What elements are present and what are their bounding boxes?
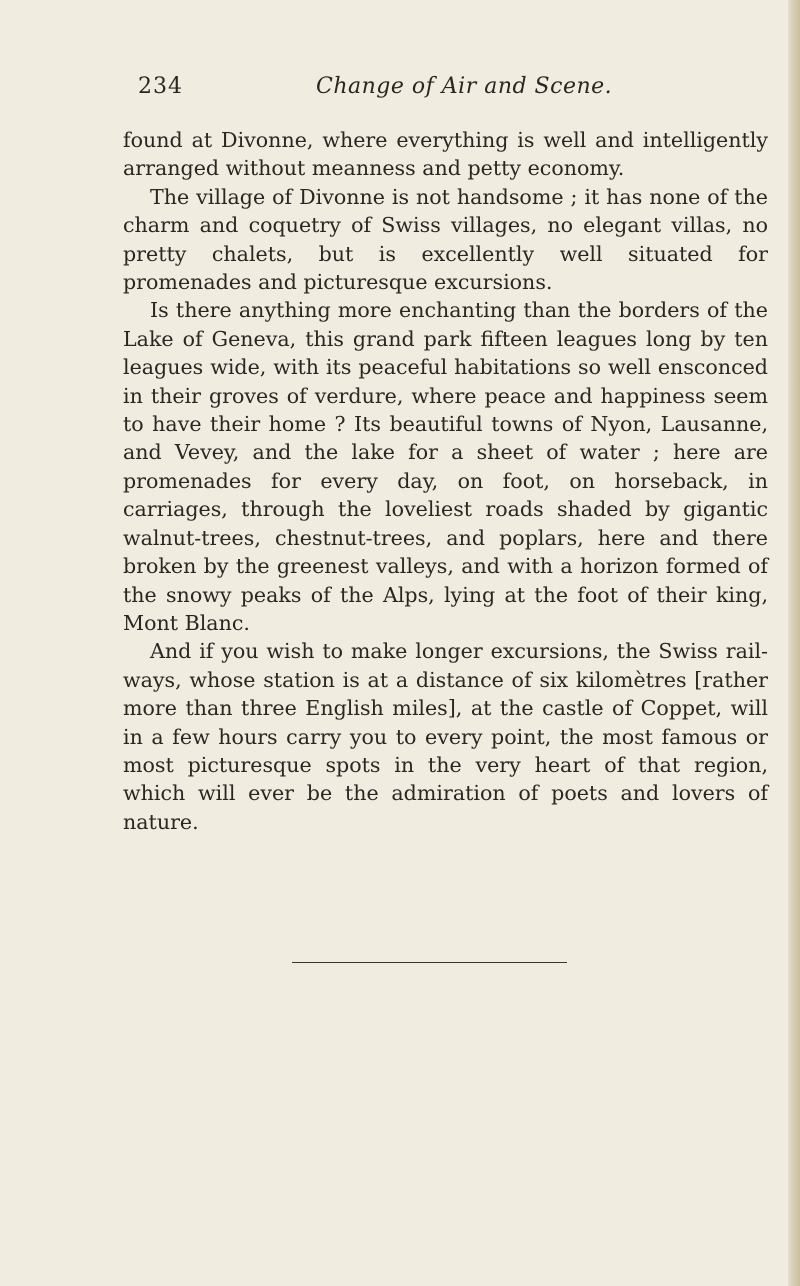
paragraph-excursions: And if you wish to make longer excursions, the Swiss rail-ways, whose station is at a distance of six kilomètres [rather more than three English miles], at the castle of Coppet, will in a few hours carry you to every point, the most famous or most picturesque spots in the very heart of that region, which will ever be the admiration of poets and lovers of nature. [123, 639, 768, 834]
paragraph-lake-geneva: Is there anything more enchanting than the borders of the Lake of Geneva, this grand park fifteen leagues long by ten leagues wide, with its peaceful habitations so well ensconced in their groves of verdure, where peace and happiness seem to have their home ? Its beautiful towns of Nyon, Lausanne, and Vevey, and the lake for a sheet of water ; here are promenades for every day, on foot, on horseback, in carriages, through the loveliest roads shaded by gigantic walnut-trees, chestnut-trees, and poplars, here and there broken by the greenest valleys, and with a horizon formed of the snowy peaks of the Alps, lying at the foot of their king, Mont Blanc. [123, 298, 768, 635]
paragraph-continuation: found at Divonne, where everything is well and intelligently arranged without meanness and petty economy. [123, 128, 768, 181]
section-divider-rule [292, 962, 567, 963]
running-title: Change of Air and Scene. [316, 74, 613, 99]
page-number: 234 [138, 74, 183, 99]
body-text [123, 126, 768, 836]
page-header [138, 74, 768, 108]
paragraph-village: The village of Divonne is not handsome ; it has none of the charm and coquetry of Swiss villages, no elegant villas, no pretty chalets, but is excellently well situated for promenades and picturesque excursions. [123, 184, 768, 295]
book-page-edge [788, 0, 800, 1286]
